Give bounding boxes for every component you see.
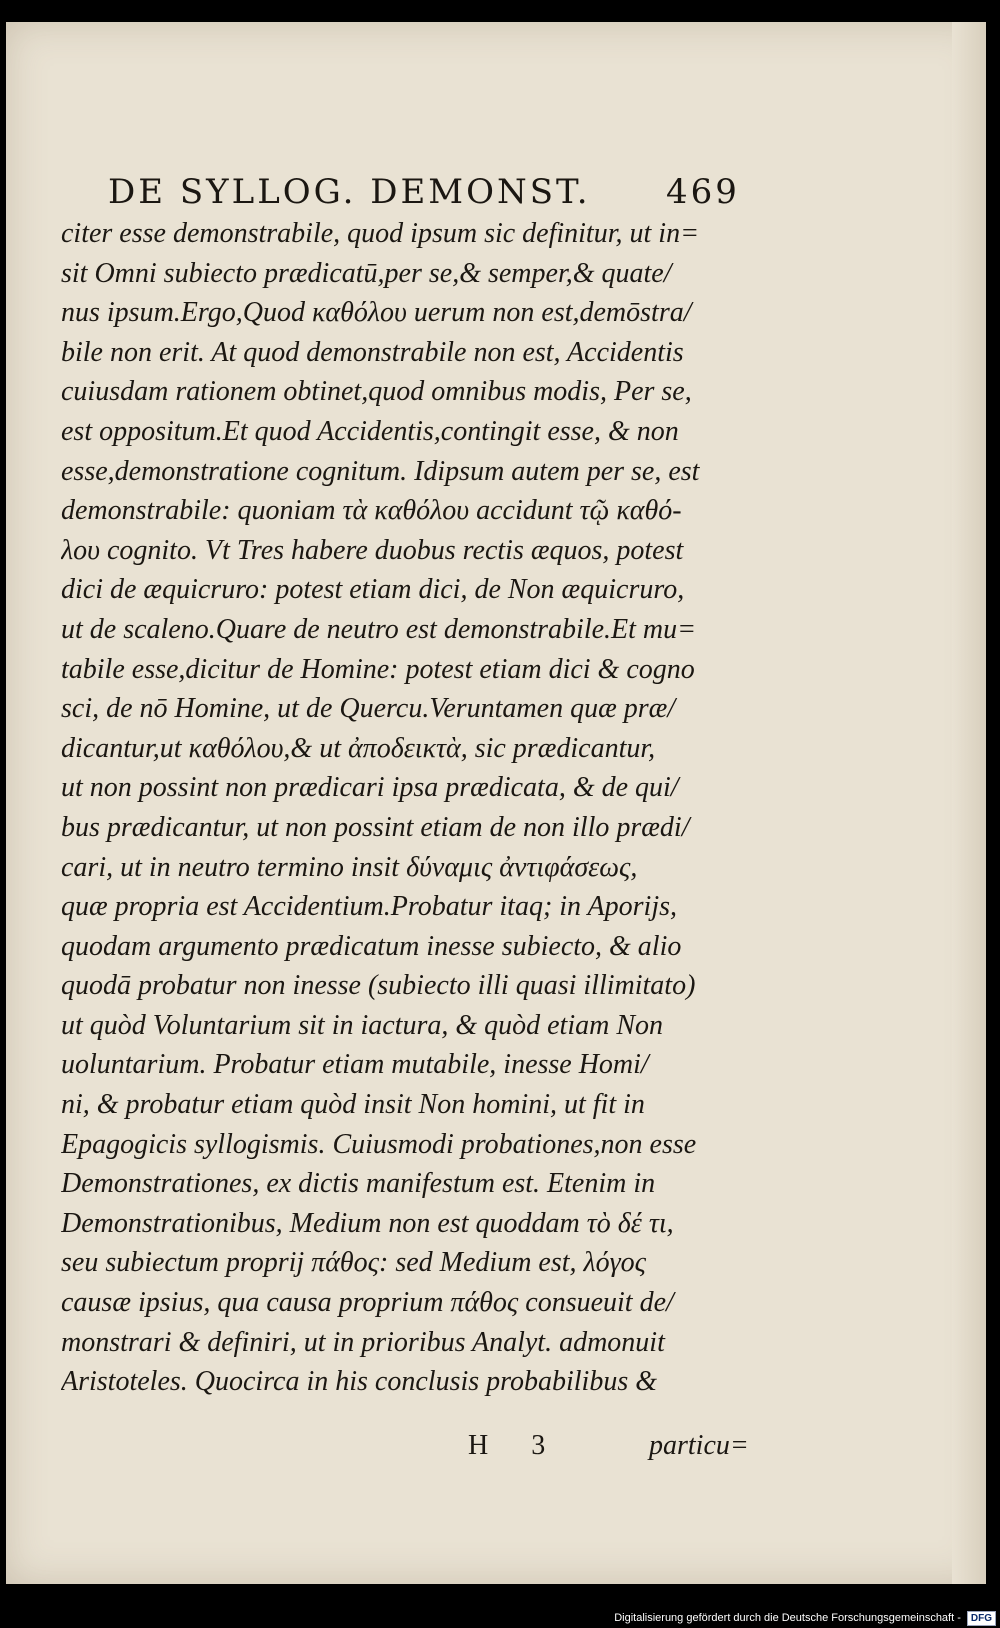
text-line: ni, & probatur etiam quòd insit Non homini, ut fit in (61, 1089, 645, 1121)
text-line: monstrari & definiri, ut in prioribus Analyt. admonuit (61, 1326, 665, 1358)
catchword: particu= (649, 1430, 749, 1461)
text-line: nus ipsum.Ergo,Quod καθόλου uerum non est,demōstra/ (61, 297, 692, 329)
funding-credit: Digitalisierung gefördert durch die Deutsche Forschungsgemeinschaft - (614, 1612, 961, 1624)
text-line: est oppositum.Et quod Accidentis,contingit esse, & non (61, 415, 679, 447)
dfg-logo: DFG (967, 1611, 996, 1626)
text-line: sit Omni subiecto prædicatū,per se,& semper,& quate/ (61, 257, 672, 289)
text-line: Epagogicis syllogismis. Cuiusmodi probationes,non esse (61, 1128, 697, 1160)
text-line: dici de æquicruro: potest etiam dici, de Non æquicruro, (61, 574, 685, 606)
text-line: bus prædicantur, ut non possint etiam de non illo prædi/ (61, 811, 690, 843)
text-line: tabile esse,dicitur de Homine: potest etiam dici & cogno (61, 653, 695, 685)
text-line: λου cognito. Vt Tres habere duobus rectis æquos, potest (61, 534, 684, 566)
digitization-footer (614, 1608, 996, 1628)
text-line: ut quòd Voluntarium sit in iactura, & quòd etiam Non (61, 1009, 664, 1041)
signature-mark: H 3 (468, 1430, 564, 1461)
text-line: ut non possint non prædicari ipsa prædicata, & de qui/ (61, 772, 679, 804)
text-line: demonstrabile: quoniam τὰ καθόλου accidunt τῷ καθό- (61, 495, 682, 527)
text-line: quodam argumento prædicatum inesse subiecto, & alio (61, 930, 682, 962)
text-line: causæ ipsius, qua causa proprium πάθος consueuit de/ (61, 1287, 674, 1319)
text-line: esse,demonstratione cognitum. Idipsum autem per se, est (61, 455, 700, 487)
text-line: quæ propria est Accidentium.Probatur itaq; in Aporijs, (61, 891, 677, 923)
text-line: uoluntarium. Probatur etiam mutabile, inesse Homi/ (61, 1049, 649, 1081)
text-line: citer esse demonstrabile, quod ipsum sic definitur, ut in= (61, 218, 699, 249)
body-text (61, 214, 761, 1402)
text-line: cuiusdam rationem obtinet,quod omnibus modis, Per se, (61, 376, 692, 408)
text-line: ut de scaleno.Quare de neutro est demonstrabile.Et mu= (61, 613, 697, 645)
page-gutter-shadow (952, 22, 986, 1584)
text-line: Aristoteles. Quocirca in his conclusis probabilibus & (61, 1366, 658, 1398)
text-line: bile non erit. At quod demonstrabile non est, Accidentis (61, 336, 684, 368)
text-line: Demonstrationibus, Medium non est quoddam τὸ δέ τι, (61, 1207, 674, 1239)
running-title: DE SYLLOG. DEMONST. (108, 172, 591, 212)
text-line: Demonstrationes, ex dictis manifestum est. Etenim in (61, 1168, 656, 1200)
running-header (6, 172, 986, 218)
text-line: cari, ut in neutro termino insit δύναμις ἀντιφάσεως, (61, 851, 638, 883)
text-line: quodā probatur non inesse (subiecto illi quasi illimitato) (61, 970, 696, 1002)
text-line: sci, de nō Homine, ut de Quercu.Veruntamen quæ præ/ (61, 693, 676, 725)
text-line: dicantur,ut καθόλου,& ut ἀποδεικτὰ, sic prædicantur, (61, 732, 656, 764)
page-number: 469 (666, 172, 740, 212)
book-page (6, 22, 986, 1584)
text-line: seu subiectum proprij πάθος: sed Medium est, λόγος (61, 1247, 647, 1279)
